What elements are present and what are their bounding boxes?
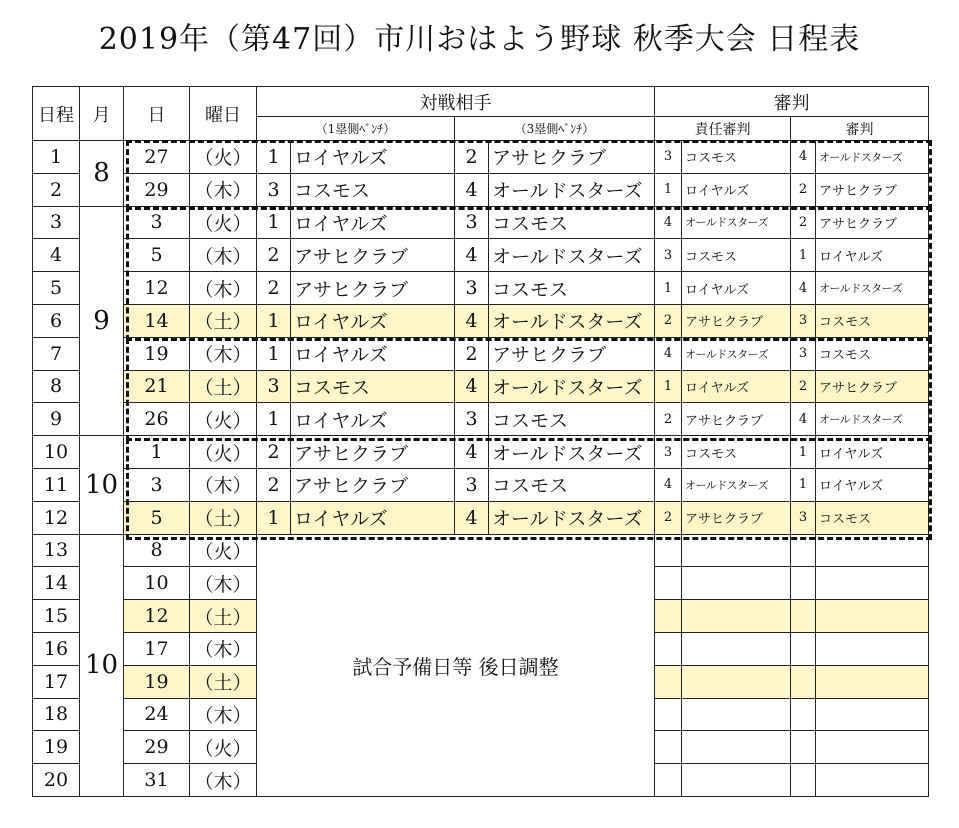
weekday-cell: （木）	[190, 567, 257, 600]
weekday-cell: （木）	[190, 764, 257, 797]
umpire	[816, 731, 929, 764]
chief-umpire	[682, 764, 791, 797]
day-cell: 19	[124, 337, 190, 370]
month-cell: 10	[80, 436, 124, 534]
home-team-no: 1	[257, 206, 291, 239]
chief-umpire: アサヒクラブ	[682, 304, 791, 337]
game-row	[33, 468, 929, 501]
away-team: オールドスターズ	[489, 370, 655, 403]
weekday-cell: （木）	[190, 239, 257, 272]
weekday-cell: （火）	[190, 436, 257, 469]
chief-umpire	[682, 698, 791, 731]
home-team: ロイヤルズ	[291, 337, 455, 370]
umpire: アサヒクラブ	[816, 173, 929, 206]
chief-umpire	[682, 731, 791, 764]
game-no: 2	[33, 173, 80, 206]
umpire	[816, 600, 929, 633]
month-cell: 9	[80, 206, 124, 436]
away-team: オールドスターズ	[489, 239, 655, 272]
game-no: 13	[33, 534, 80, 567]
day-cell: 29	[124, 173, 190, 206]
home-team-no: 2	[257, 239, 291, 272]
chief-umpire: コスモス	[682, 436, 791, 469]
away-team-no: 4	[455, 436, 489, 469]
home-team: アサヒクラブ	[291, 272, 455, 305]
away-team: オールドスターズ	[489, 501, 655, 534]
day-cell: 10	[124, 567, 190, 600]
day-cell: 5	[124, 239, 190, 272]
home-team-no: 1	[257, 337, 291, 370]
chief-umpire-no	[655, 698, 682, 731]
day-cell: 27	[124, 141, 190, 174]
umpire: オールドスターズ	[816, 272, 929, 305]
weekday-cell: （火）	[190, 403, 257, 436]
away-team: コスモス	[489, 272, 655, 305]
game-no: 6	[33, 304, 80, 337]
game-no: 9	[33, 403, 80, 436]
game-no: 4	[33, 239, 80, 272]
header-day: 日	[124, 87, 190, 141]
home-team: コスモス	[291, 370, 455, 403]
day-cell: 5	[124, 501, 190, 534]
umpire	[816, 764, 929, 797]
game-no: 3	[33, 206, 80, 239]
header-match: 対戦相手	[257, 87, 655, 117]
umpire-no	[791, 567, 816, 600]
home-team: ロイヤルズ	[291, 141, 455, 174]
game-no: 8	[33, 370, 80, 403]
home-team: アサヒクラブ	[291, 468, 455, 501]
home-team: アサヒクラブ	[291, 436, 455, 469]
away-team: オールドスターズ	[489, 436, 655, 469]
game-row	[33, 239, 929, 272]
chief-umpire: コスモス	[682, 141, 791, 174]
chief-umpire: ロイヤルズ	[682, 370, 791, 403]
game-no: 10	[33, 436, 80, 469]
umpire	[816, 534, 929, 567]
weekday-cell: （土）	[190, 600, 257, 633]
chief-umpire-no: 1	[655, 173, 682, 206]
day-cell: 21	[124, 370, 190, 403]
chief-umpire	[682, 534, 791, 567]
home-team: ロイヤルズ	[291, 403, 455, 436]
home-team-no: 2	[257, 272, 291, 305]
chief-umpire-no	[655, 534, 682, 567]
day-cell: 14	[124, 304, 190, 337]
game-row	[33, 304, 929, 337]
umpire-no	[791, 665, 816, 698]
weekday-cell: （木）	[190, 468, 257, 501]
game-row	[33, 272, 929, 305]
game-no: 11	[33, 468, 80, 501]
chief-umpire-no: 3	[655, 239, 682, 272]
header-umpire: 審判	[655, 87, 929, 117]
away-team-no: 3	[455, 206, 489, 239]
chief-umpire-no	[655, 600, 682, 633]
month-cell: 8	[80, 141, 124, 207]
umpire: オールドスターズ	[816, 141, 929, 174]
umpire: ロイヤルズ	[816, 468, 929, 501]
umpire: アサヒクラブ	[816, 206, 929, 239]
game-row	[33, 173, 929, 206]
away-team-no: 4	[455, 370, 489, 403]
away-team-no: 3	[455, 272, 489, 305]
day-cell: 12	[124, 600, 190, 633]
chief-umpire	[682, 665, 791, 698]
day-cell: 31	[124, 764, 190, 797]
chief-umpire-no	[655, 764, 682, 797]
game-row	[33, 206, 929, 239]
umpire-no: 4	[791, 403, 816, 436]
umpire: オールドスターズ	[816, 403, 929, 436]
away-team-no: 2	[455, 141, 489, 174]
chief-umpire-no	[655, 632, 682, 665]
umpire: ロイヤルズ	[816, 239, 929, 272]
chief-umpire-no: 3	[655, 436, 682, 469]
day-cell: 19	[124, 665, 190, 698]
weekday-cell: （火）	[190, 534, 257, 567]
game-no: 15	[33, 600, 80, 633]
away-team-no: 4	[455, 501, 489, 534]
umpire: アサヒクラブ	[816, 370, 929, 403]
game-no: 1	[33, 141, 80, 174]
reserve-note: 試合予備日等 後日調整	[257, 534, 655, 796]
umpire-no	[791, 632, 816, 665]
chief-umpire-no: 1	[655, 272, 682, 305]
chief-umpire-no: 4	[655, 337, 682, 370]
umpire: ロイヤルズ	[816, 436, 929, 469]
home-team: アサヒクラブ	[291, 239, 455, 272]
chief-umpire-no: 2	[655, 403, 682, 436]
away-team: コスモス	[489, 403, 655, 436]
chief-umpire-no	[655, 665, 682, 698]
game-no: 5	[33, 272, 80, 305]
month-cell: 10	[80, 534, 124, 796]
umpire-no: 3	[791, 501, 816, 534]
game-row	[33, 337, 929, 370]
away-team: コスモス	[489, 206, 655, 239]
weekday-cell: （土）	[190, 501, 257, 534]
away-team-no: 4	[455, 173, 489, 206]
chief-umpire	[682, 600, 791, 633]
game-row	[33, 501, 929, 534]
away-team: アサヒクラブ	[489, 337, 655, 370]
weekday-cell: （木）	[190, 632, 257, 665]
game-no: 19	[33, 731, 80, 764]
home-team: ロイヤルズ	[291, 304, 455, 337]
chief-umpire-no: 2	[655, 304, 682, 337]
game-no: 14	[33, 567, 80, 600]
header-month: 月	[80, 87, 124, 141]
day-cell: 24	[124, 698, 190, 731]
umpire	[816, 665, 929, 698]
game-no: 7	[33, 337, 80, 370]
umpire-no: 4	[791, 272, 816, 305]
chief-umpire: アサヒクラブ	[682, 501, 791, 534]
home-team: ロイヤルズ	[291, 206, 455, 239]
weekday-cell: （土）	[190, 665, 257, 698]
chief-umpire: オールドスターズ	[682, 468, 791, 501]
chief-umpire-no	[655, 567, 682, 600]
weekday-cell: （土）	[190, 304, 257, 337]
reserve-row	[33, 534, 929, 567]
umpire	[816, 698, 929, 731]
chief-umpire-no: 2	[655, 501, 682, 534]
weekday-cell: （土）	[190, 370, 257, 403]
away-team-no: 2	[455, 337, 489, 370]
umpire-no	[791, 698, 816, 731]
weekday-cell: （火）	[190, 141, 257, 174]
home-team-no: 1	[257, 141, 291, 174]
umpire: コスモス	[816, 304, 929, 337]
game-no: 20	[33, 764, 80, 797]
header-away: （3塁側ﾍﾞﾝﾁ）	[455, 117, 655, 141]
chief-umpire: オールドスターズ	[682, 337, 791, 370]
home-team-no: 2	[257, 436, 291, 469]
day-cell: 12	[124, 272, 190, 305]
weekday-cell: （木）	[190, 337, 257, 370]
away-team-no: 3	[455, 403, 489, 436]
away-team: オールドスターズ	[489, 304, 655, 337]
umpire-no: 1	[791, 436, 816, 469]
game-no: 18	[33, 698, 80, 731]
away-team-no: 4	[455, 304, 489, 337]
chief-umpire	[682, 632, 791, 665]
chief-umpire-no: 1	[655, 370, 682, 403]
away-team: コスモス	[489, 468, 655, 501]
home-team: コスモス	[291, 173, 455, 206]
page-title: 2019年（第47回）市川おはよう野球 秋季大会 日程表	[98, 22, 861, 57]
day-cell: 29	[124, 731, 190, 764]
umpire: コスモス	[816, 337, 929, 370]
home-team: ロイヤルズ	[291, 501, 455, 534]
umpire-no: 4	[791, 141, 816, 174]
umpire-no: 1	[791, 468, 816, 501]
game-no: 17	[33, 665, 80, 698]
chief-umpire-no: 4	[655, 468, 682, 501]
weekday-cell: （火）	[190, 206, 257, 239]
chief-umpire-no	[655, 731, 682, 764]
home-team-no: 1	[257, 403, 291, 436]
umpire-no	[791, 600, 816, 633]
umpire-no: 2	[791, 206, 816, 239]
away-team: オールドスターズ	[489, 173, 655, 206]
chief-umpire-no: 4	[655, 206, 682, 239]
umpire-no	[791, 731, 816, 764]
chief-umpire: コスモス	[682, 239, 791, 272]
umpire-no: 2	[791, 173, 816, 206]
chief-umpire: ロイヤルズ	[682, 173, 791, 206]
away-team-no: 4	[455, 239, 489, 272]
weekday-cell: （木）	[190, 173, 257, 206]
umpire-no	[791, 534, 816, 567]
header-weekday: 曜日	[190, 87, 257, 141]
header-sub-umpire: 審判	[791, 117, 929, 141]
day-cell: 17	[124, 632, 190, 665]
game-row	[33, 436, 929, 469]
umpire-no: 3	[791, 337, 816, 370]
umpire	[816, 632, 929, 665]
chief-umpire	[682, 567, 791, 600]
header-no: 日程	[33, 87, 80, 141]
home-team-no: 3	[257, 173, 291, 206]
day-cell: 3	[124, 206, 190, 239]
game-no: 16	[33, 632, 80, 665]
schedule-table	[32, 86, 929, 797]
home-team-no: 3	[257, 370, 291, 403]
header-chief: 責任審判	[655, 117, 791, 141]
day-cell: 8	[124, 534, 190, 567]
home-team-no: 1	[257, 304, 291, 337]
weekday-cell: （木）	[190, 272, 257, 305]
umpire	[816, 567, 929, 600]
umpire-no: 1	[791, 239, 816, 272]
game-row	[33, 403, 929, 436]
chief-umpire: ロイヤルズ	[682, 272, 791, 305]
day-cell: 1	[124, 436, 190, 469]
header-home: （1塁側ﾍﾞﾝﾁ）	[257, 117, 455, 141]
umpire-no: 3	[791, 304, 816, 337]
game-no: 12	[33, 501, 80, 534]
weekday-cell: （火）	[190, 731, 257, 764]
umpire-no: 2	[791, 370, 816, 403]
umpire-no	[791, 764, 816, 797]
umpire: コスモス	[816, 501, 929, 534]
away-team: アサヒクラブ	[489, 141, 655, 174]
home-team-no: 2	[257, 468, 291, 501]
away-team-no: 3	[455, 468, 489, 501]
chief-umpire: アサヒクラブ	[682, 403, 791, 436]
day-cell: 26	[124, 403, 190, 436]
chief-umpire-no: 3	[655, 141, 682, 174]
day-cell: 3	[124, 468, 190, 501]
home-team-no: 1	[257, 501, 291, 534]
game-row	[33, 370, 929, 403]
game-row	[33, 141, 929, 174]
weekday-cell: （木）	[190, 698, 257, 731]
chief-umpire: オールドスターズ	[682, 206, 791, 239]
